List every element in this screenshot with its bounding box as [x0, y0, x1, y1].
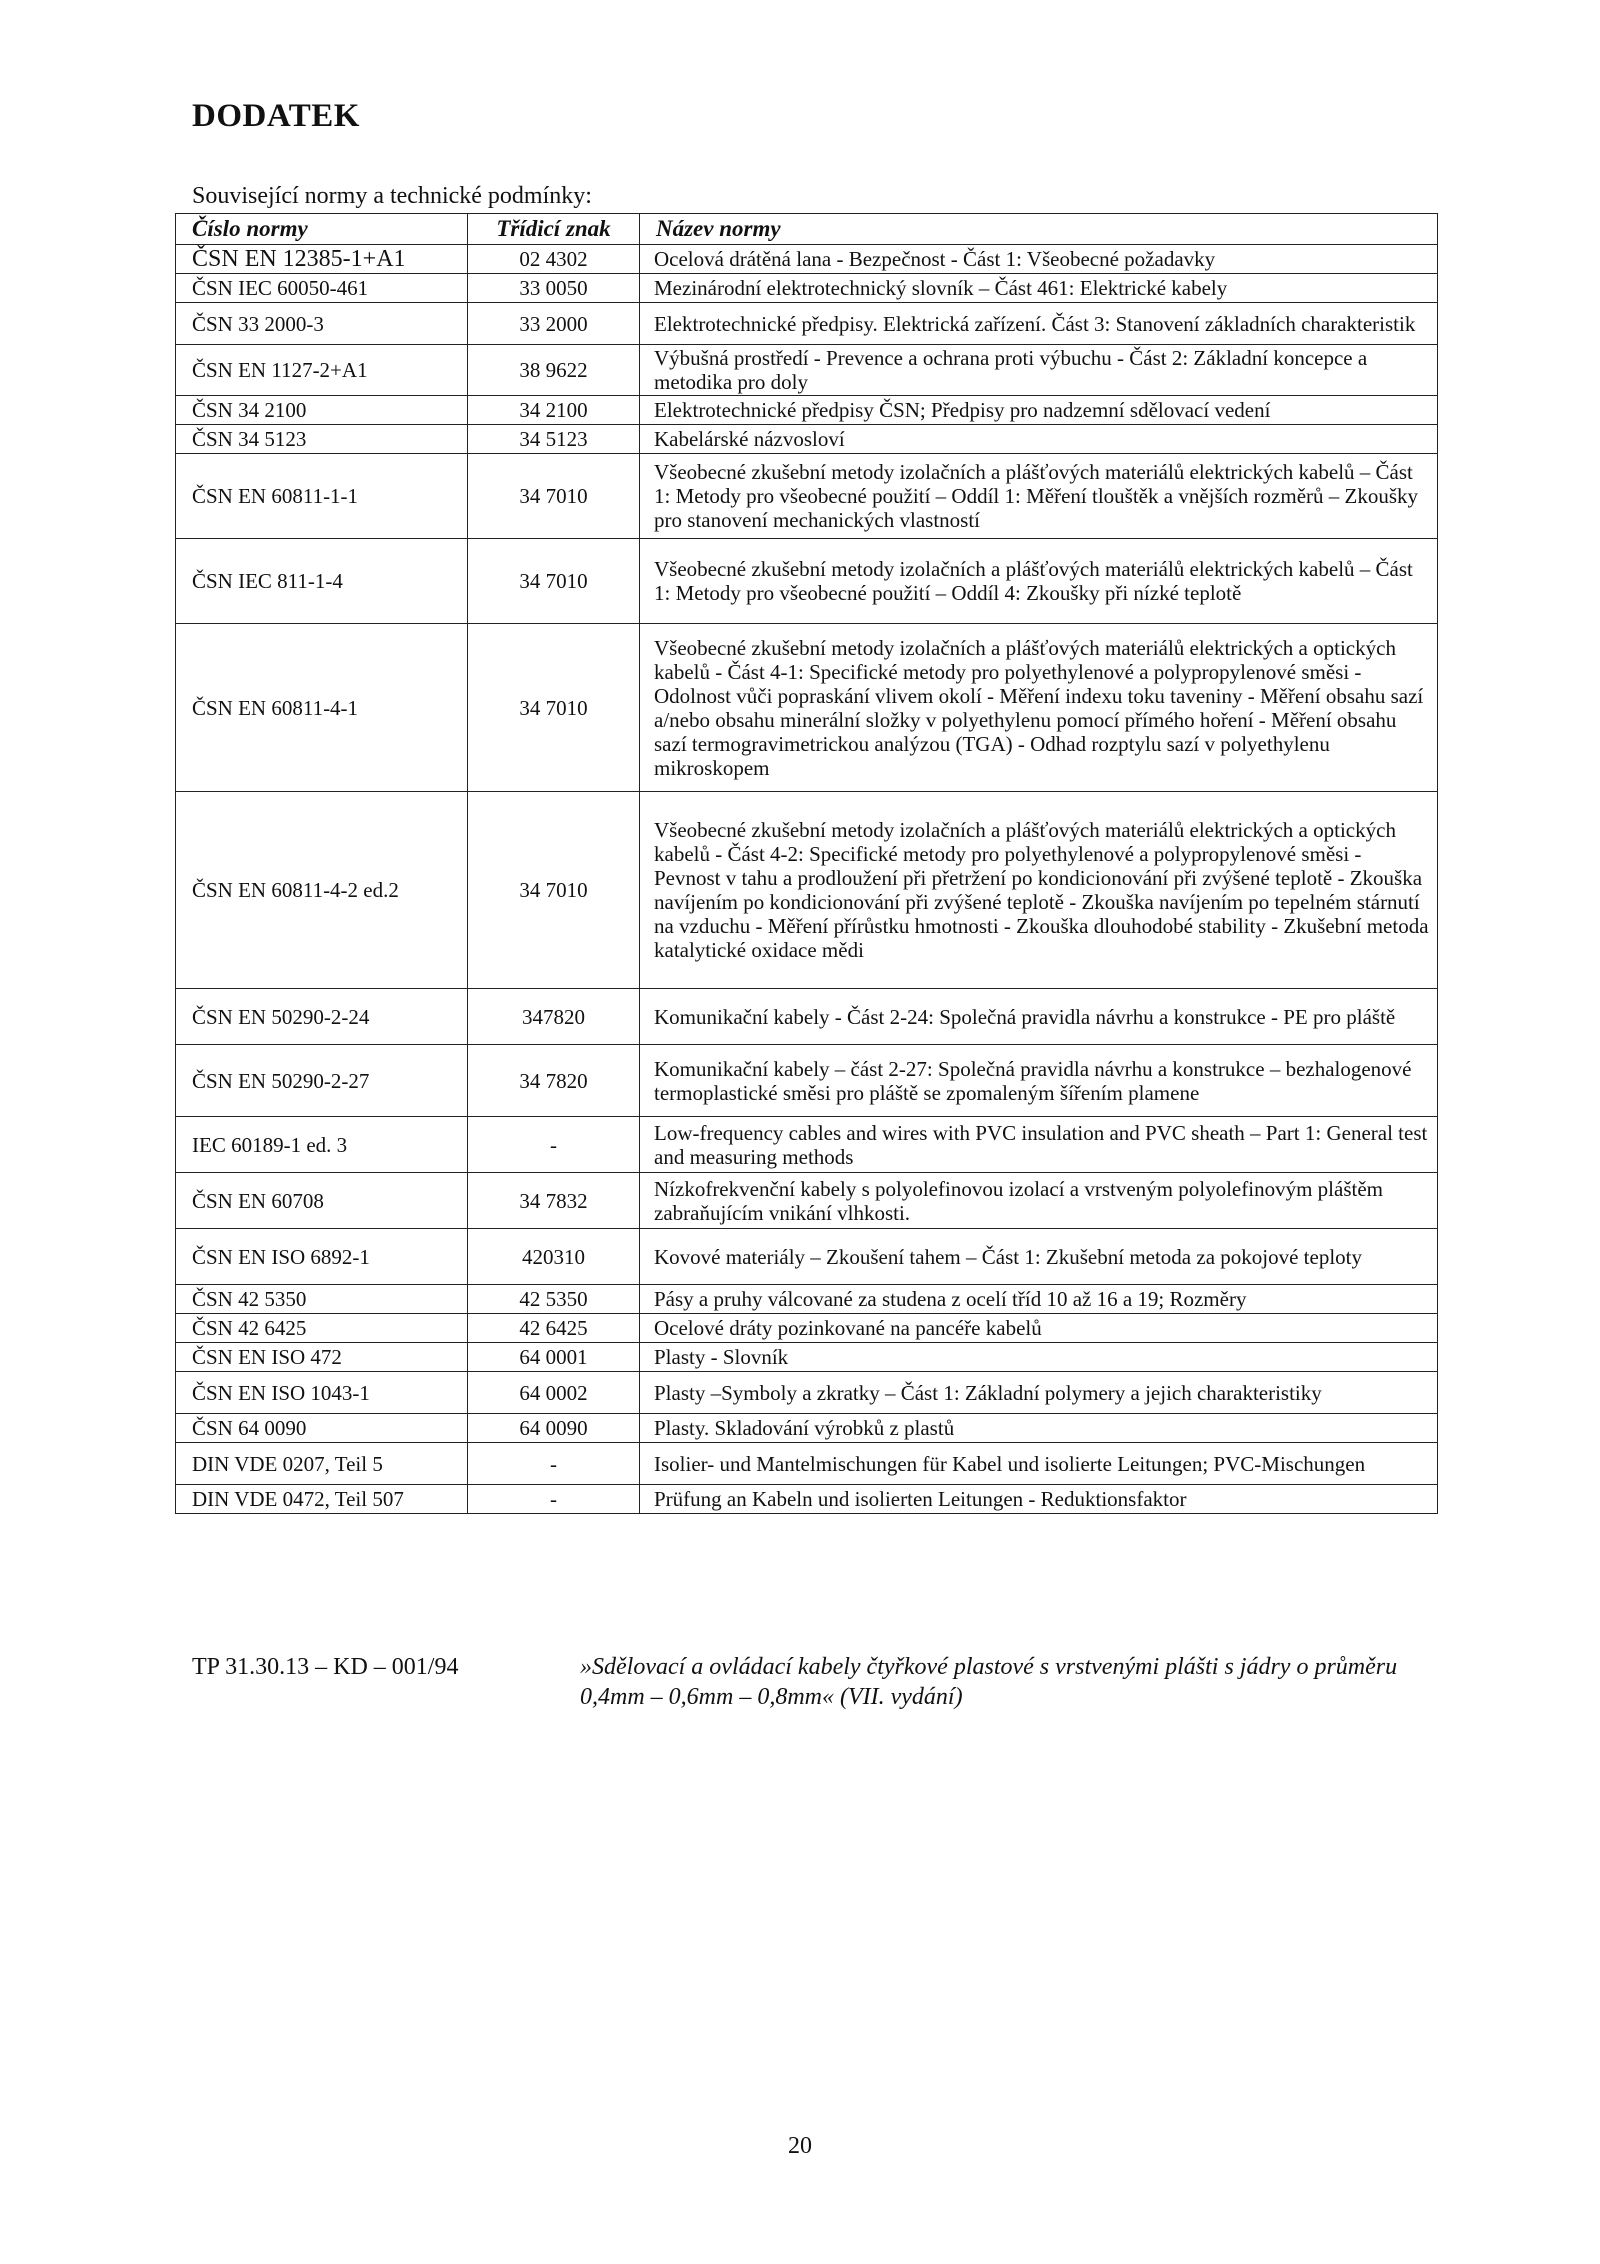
norm-name: Výbušná prostředí - Prevence a ochrana proti výbuchu - Část 2: Základní koncepce a metodika pro doly: [640, 345, 1438, 396]
reference-title: »Sdělovací a ovládací kabely čtyřkové plastové s vrstvenými plášti s jádry o průměru 0,4mm – 0,6mm – 0,8mm« (VII. vydání): [580, 1654, 1398, 1710]
classification-code: -: [468, 1117, 640, 1173]
norm-name: Ocelové dráty pozinkované na pancéře kabelů: [640, 1314, 1438, 1343]
norm-name: Mezinárodní elektrotechnický slovník – Část 461: Elektrické kabely: [640, 274, 1438, 303]
norm-name: Low-frequency cables and wires with PVC insulation and PVC sheath – Part 1: General test and measuring methods: [640, 1117, 1438, 1173]
classification-code: 02 4302: [468, 245, 640, 274]
page-number: 20: [788, 2133, 812, 2159]
classification-code: -: [468, 1485, 640, 1514]
classification-code: 33 2000: [468, 303, 640, 345]
norm-number: ČSN EN 12385-1+A1: [176, 245, 468, 274]
table-row: [176, 245, 1438, 274]
classification-code: -: [468, 1443, 640, 1485]
table-row: [176, 1173, 1438, 1229]
classification-code: 64 0001: [468, 1343, 640, 1372]
norm-number: IEC 60189-1 ed. 3: [176, 1117, 468, 1173]
norm-number: ČSN 42 6425: [176, 1314, 468, 1343]
classification-code: 64 0002: [468, 1372, 640, 1414]
table-row: [176, 1285, 1438, 1314]
norm-name: Plasty. Skladování výrobků z plastů: [640, 1414, 1438, 1443]
classification-code: 33 0050: [468, 274, 640, 303]
table-row: [176, 989, 1438, 1045]
classification-code: 34 5123: [468, 425, 640, 454]
table-caption: Související normy a technické podmínky:: [192, 183, 592, 209]
table-row: [176, 303, 1438, 345]
norm-name: Elektrotechnické předpisy ČSN; Předpisy pro nadzemní sdělovací vedení: [640, 396, 1438, 425]
table-row: [176, 345, 1438, 396]
table-row: [176, 1117, 1438, 1173]
table-row: [176, 1314, 1438, 1343]
classification-code: 64 0090: [468, 1414, 640, 1443]
norm-number: ČSN EN ISO 472: [176, 1343, 468, 1372]
norms-table: [175, 213, 1438, 1514]
norm-name: Nízkofrekvenční kabely s polyolefinovou izolací a vrstveným polyolefinovým pláštěm zabraňujícím vnikání vlhkosti.: [640, 1173, 1438, 1229]
norm-name: Pásy a pruhy válcované za studena z ocelí tříd 10 až 16 a 19; Rozměry: [640, 1285, 1438, 1314]
table-row: [176, 792, 1438, 989]
norm-name: Komunikační kabely - Část 2-24: Společná pravidla návrhu a konstrukce - PE pro pláště: [640, 989, 1438, 1045]
norm-number: ČSN IEC 811-1-4: [176, 539, 468, 624]
norm-name: Kabelárské názvosloví: [640, 425, 1438, 454]
classification-code: 42 6425: [468, 1314, 640, 1343]
norm-number: ČSN EN 50290-2-24: [176, 989, 468, 1045]
classification-code: 34 2100: [468, 396, 640, 425]
table-row: [176, 396, 1438, 425]
classification-code: 420310: [468, 1229, 640, 1285]
norm-name: Prüfung an Kabeln und isolierten Leitungen - Reduktionsfaktor: [640, 1485, 1438, 1514]
classification-code: 347820: [468, 989, 640, 1045]
header-classification-code: Třídicí znak: [468, 214, 640, 245]
norm-number: ČSN EN 60811-1-1: [176, 454, 468, 539]
table-row: [176, 425, 1438, 454]
norm-number: ČSN 42 5350: [176, 1285, 468, 1314]
table-row: [176, 1045, 1438, 1117]
norm-number: ČSN EN 60708: [176, 1173, 468, 1229]
table-row: [176, 1414, 1438, 1443]
norm-number: ČSN EN 60811-4-2 ed.2: [176, 792, 468, 989]
norm-number: ČSN EN ISO 6892-1: [176, 1229, 468, 1285]
header-norm-name: Název normy: [640, 214, 1438, 245]
norm-name: Kovové materiály – Zkoušení tahem – Část 1: Zkušební metoda za pokojové teploty: [640, 1229, 1438, 1285]
table-header-row: [176, 214, 1438, 245]
norm-number: ČSN EN 50290-2-27: [176, 1045, 468, 1117]
table-row: [176, 624, 1438, 792]
classification-code: 34 7010: [468, 539, 640, 624]
reference-code: TP 31.30.13 – KD – 001/94: [192, 1654, 459, 1680]
norm-number: ČSN 34 2100: [176, 396, 468, 425]
table-row: [176, 274, 1438, 303]
table-row: [176, 1372, 1438, 1414]
norm-number: ČSN EN ISO 1043-1: [176, 1372, 468, 1414]
norm-number: ČSN IEC 60050-461: [176, 274, 468, 303]
norm-name: Elektrotechnické předpisy. Elektrická zařízení. Část 3: Stanovení základních charakteristik: [640, 303, 1438, 345]
table-row: [176, 1343, 1438, 1372]
norm-number: ČSN EN 1127-2+A1: [176, 345, 468, 396]
header-norm-number: Číslo normy: [176, 214, 468, 245]
classification-code: 38 9622: [468, 345, 640, 396]
norm-name: Všeobecné zkušební metody izolačních a plášťových materiálů elektrických kabelů – Část 1: Metody pro všeobecné použití – Oddíl 4: Zkoušky při nízké teplotě: [640, 539, 1438, 624]
norm-number: ČSN 33 2000-3: [176, 303, 468, 345]
table-row: [176, 1443, 1438, 1485]
classification-code: 34 7010: [468, 624, 640, 792]
norm-name: Všeobecné zkušební metody izolačních a plášťových materiálů elektrických a optických kabelů - Část 4-2: Specifické metody pro polyethylenové a polypropylenové směsi - Pevnost v tahu a prodloužení při přetržení po kondicionování při zvýšené teplotě - Zkouška navíjením po kondicionování při zvýšené teplotě - Zkouška navíjením po tepelném stárnutí na vzduchu - Měření přírůstku hmotnosti - Zkouška dlouhodobé stability - Zkušební metoda katalytické oxidace mědi: [640, 792, 1438, 989]
classification-code: 34 7010: [468, 792, 640, 989]
norm-number: ČSN 34 5123: [176, 425, 468, 454]
norm-number: DIN VDE 0472, Teil 507: [176, 1485, 468, 1514]
norm-name: Plasty - Slovník: [640, 1343, 1438, 1372]
table-row: [176, 454, 1438, 539]
classification-code: 34 7820: [468, 1045, 640, 1117]
classification-code: 34 7832: [468, 1173, 640, 1229]
table-row: [176, 1485, 1438, 1514]
norm-name: Isolier- und Mantelmischungen für Kabel und isolierte Leitungen; PVC-Mischungen: [640, 1443, 1438, 1485]
table-row: [176, 539, 1438, 624]
page-heading: DODATEK: [192, 98, 360, 134]
norm-name: Komunikační kabely – část 2-27: Společná pravidla návrhu a konstrukce – bezhalogenové termoplastické směsi pro pláště se zpomaleným šířením plamene: [640, 1045, 1438, 1117]
norm-number: DIN VDE 0207, Teil 5: [176, 1443, 468, 1485]
norm-name: Ocelová drátěná lana - Bezpečnost - Část 1: Všeobecné požadavky: [640, 245, 1438, 274]
table-body: [176, 245, 1438, 1514]
norm-name: Plasty –Symboly a zkratky – Část 1: Základní polymery a jejich charakteristiky: [640, 1372, 1438, 1414]
classification-code: 34 7010: [468, 454, 640, 539]
norm-name: Všeobecné zkušební metody izolačních a plášťových materiálů elektrických kabelů – Část 1: Metody pro všeobecné použití – Oddíl 1: Měření tlouštěk a vnějších rozměrů – Zkoušky pro stanovení mechanických vlastností: [640, 454, 1438, 539]
norm-number: ČSN 64 0090: [176, 1414, 468, 1443]
classification-code: 42 5350: [468, 1285, 640, 1314]
norm-name: Všeobecné zkušební metody izolačních a plášťových materiálů elektrických a optických kabelů - Část 4-1: Specifické metody pro polyethylenové a polypropylenové směsi - Odolnost vůči popraskání vlivem okolí - Měření indexu toku taveniny - Měření obsahu sazí a/nebo obsahu minerální složky v polyethylenu pomocí přímého hoření - Měření obsahu sazí termogravimetrickou analýzou (TGA) - Odhad rozptylu sazí v polyethylenu mikroskopem: [640, 624, 1438, 792]
table-row: [176, 1229, 1438, 1285]
norm-number: ČSN EN 60811-4-1: [176, 624, 468, 792]
